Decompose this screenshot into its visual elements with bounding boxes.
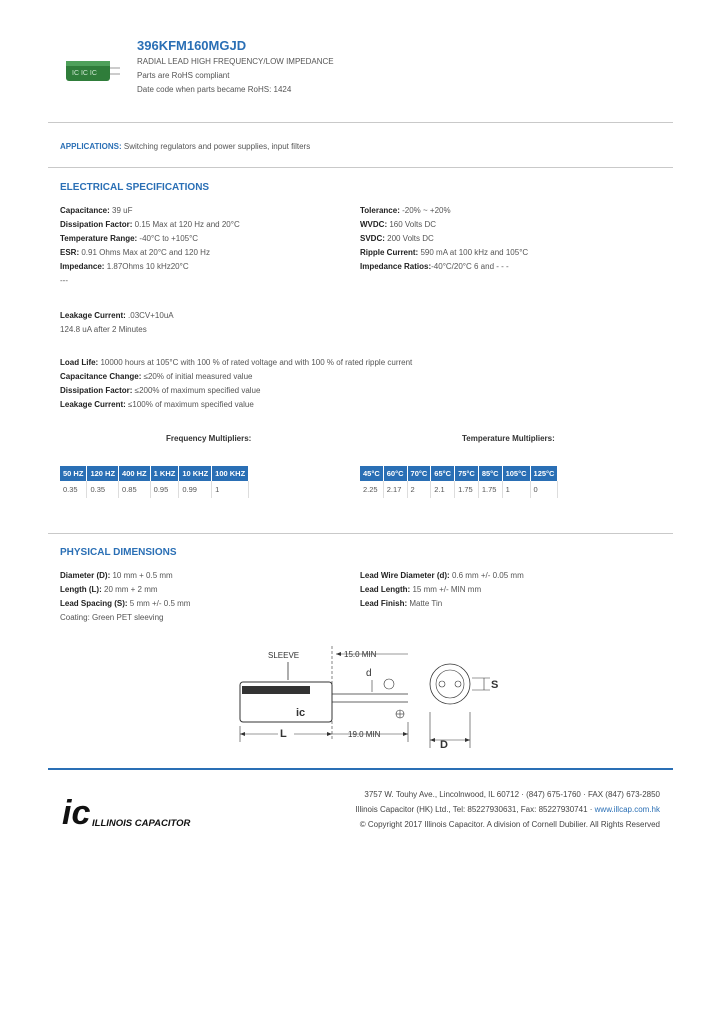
- svg-text:IC IC IC: IC IC IC: [72, 70, 97, 77]
- multiplier-header: 10 KHZ: [179, 466, 212, 481]
- applications-text: Switching regulators and power supplies, input filters: [123, 142, 311, 151]
- hk-website-link[interactable]: www.illcap.com.hk: [594, 805, 660, 814]
- spec-line: Diameter (D): 10 mm + 0.5 mm: [60, 571, 173, 580]
- spec-line: SVDC: 200 Volts DC: [360, 234, 434, 243]
- multiplier-header: 85°C: [478, 466, 502, 481]
- multiplier-value: 2.1: [431, 481, 455, 498]
- multiplier-value: 0.35: [87, 481, 119, 498]
- multiplier-header: 70°C: [407, 466, 431, 481]
- multiplier-value: 0.35: [60, 481, 87, 498]
- leakage-current-after: 124.8 uA after 2 Minutes: [60, 325, 147, 334]
- spec-line: Ripple Current: 590 mA at 100 kHz and 105°C: [360, 248, 529, 257]
- applications-label: APPLICATIONS:: [60, 142, 122, 151]
- spec-line: Load Life: 10000 hours at 105°C with 100 % of rated voltage and with 100 % of rated ripple current: [60, 358, 413, 367]
- part-description: RADIAL LEAD HIGH FREQUENCY/LOW IMPEDANCE: [137, 57, 334, 66]
- spec-line: Lead Length: 15 mm +/- MIN mm: [360, 585, 482, 594]
- lead-spacing-label: S: [491, 679, 499, 691]
- spec-line: Capacitance Change: ≤20% of initial measured value: [60, 372, 253, 381]
- spec-line: Lead Spacing (S): 5 mm +/- 0.5 mm: [60, 599, 191, 608]
- footer-address: 3757 W. Touhy Ave., Lincolnwood, IL 60712 · (847) 675-1760 · FAX (847) 673-2850: [364, 790, 660, 799]
- body-length-label: L: [280, 728, 287, 740]
- multiplier-header: 75°C: [455, 466, 479, 481]
- dimension-diagram: [232, 642, 522, 754]
- spec-line: ESR: 0.91 Ohms Max at 20°C and 120 Hz: [60, 248, 210, 257]
- multiplier-value: 2: [407, 481, 431, 498]
- temperature-multipliers-table: [360, 466, 558, 498]
- divider: [48, 533, 673, 534]
- multiplier-value: 1.75: [478, 481, 502, 498]
- spec-line: Impedance Ratios:-40°C/20°C 6 and - - -: [360, 262, 509, 271]
- multiplier-header: 105°C: [502, 466, 530, 481]
- spec-line: Dissipation Factor: ≤200% of maximum specified value: [60, 386, 261, 395]
- multiplier-header: 1 KHZ: [150, 466, 179, 481]
- capacitor-product-image: [66, 58, 120, 84]
- footer-copyright: © Copyright 2017 Illinois Capacitor. A division of Cornell Dubilier. All Rights Reserved: [359, 820, 660, 829]
- spec-line: Leakage Current: ≤100% of maximum specified value: [60, 400, 254, 409]
- diameter-label: D: [440, 739, 448, 751]
- multiplier-value: 1: [502, 481, 530, 498]
- rohs-note: Parts are RoHS compliant: [137, 71, 230, 80]
- spec-line: Temperature Range: -40°C to +105°C: [60, 234, 199, 243]
- spec-line: WVDC: 160 Volts DC: [360, 220, 437, 229]
- frequency-multipliers-title: Frequency Multipliers:: [166, 434, 252, 443]
- svg-text:ic: ic: [296, 707, 306, 719]
- lead-diameter-label: d: [366, 668, 372, 679]
- multiplier-header: 60°C: [383, 466, 407, 481]
- multiplier-value: 0.95: [150, 481, 179, 498]
- multiplier-value: 0.99: [179, 481, 212, 498]
- physical-dimensions-title: PHYSICAL DIMENSIONS: [60, 547, 177, 558]
- footer-divider: [48, 768, 673, 770]
- rohs-date-code: Date code when parts became RoHS: 1424: [137, 85, 292, 94]
- spec-line: Coating: Green PET sleeving: [60, 613, 164, 622]
- multiplier-value: 1.75: [455, 481, 479, 498]
- multiplier-value: 1: [212, 481, 249, 498]
- multiplier-header: 125°C: [530, 466, 558, 481]
- spec-line: Tolerance: -20% ~ +20%: [360, 206, 451, 215]
- electrical-specs-title: ELECTRICAL SPECIFICATIONS: [60, 182, 210, 193]
- part-number: 396KFM160MGJD: [137, 38, 247, 53]
- illinois-capacitor-logo: [62, 788, 192, 834]
- leakage-current: Leakage Current: .03CV+10uA: [60, 311, 174, 320]
- spec-line: Length (L): 20 mm + 2 mm: [60, 585, 158, 594]
- spec-line: Dissipation Factor: 0.15 Max at 120 Hz and 20°C: [60, 220, 240, 229]
- multiplier-header: 45°C: [360, 466, 383, 481]
- divider: [48, 167, 673, 168]
- lead-length-label-top: 15.0 MIN: [344, 650, 377, 659]
- frequency-multipliers-table: [60, 466, 249, 498]
- applications: [60, 142, 310, 151]
- lead-length-label-bottom: 19.0 MIN: [348, 730, 381, 739]
- spec-line: Lead Wire Diameter (d): 0.6 mm +/- 0.05 mm: [360, 571, 524, 580]
- footer-hk: Illinois Capacitor (HK) Ltd., Tel: 85227930631, Fax: 85227930741 · www.illcap.com.hk: [355, 805, 660, 814]
- multiplier-header: 400 HZ: [119, 466, 151, 481]
- multiplier-value: 2.17: [383, 481, 407, 498]
- spec-line: Capacitance: 39 uF: [60, 206, 133, 215]
- temperature-multipliers-title: Temperature Multipliers:: [462, 434, 555, 443]
- multiplier-value: 0.85: [119, 481, 151, 498]
- multiplier-header: 65°C: [431, 466, 455, 481]
- sleeve-label: SLEEVE: [268, 651, 300, 660]
- multiplier-header: 120 HZ: [87, 466, 119, 481]
- spec-line: Impedance: 1.87Ohms 10 kHz20°C: [60, 262, 189, 271]
- logo-mark: ic: [62, 794, 91, 832]
- multiplier-header: 100 KHZ: [212, 466, 249, 481]
- spec-line: ---: [60, 276, 68, 285]
- multiplier-value: 2.25: [360, 481, 383, 498]
- multiplier-header: 50 HZ: [60, 466, 87, 481]
- multiplier-value: 0: [530, 481, 558, 498]
- spec-line: Lead Finish: Matte Tin: [360, 599, 443, 608]
- logo-text: ILLINOIS CAPACITOR: [92, 818, 191, 829]
- divider: [48, 122, 673, 123]
